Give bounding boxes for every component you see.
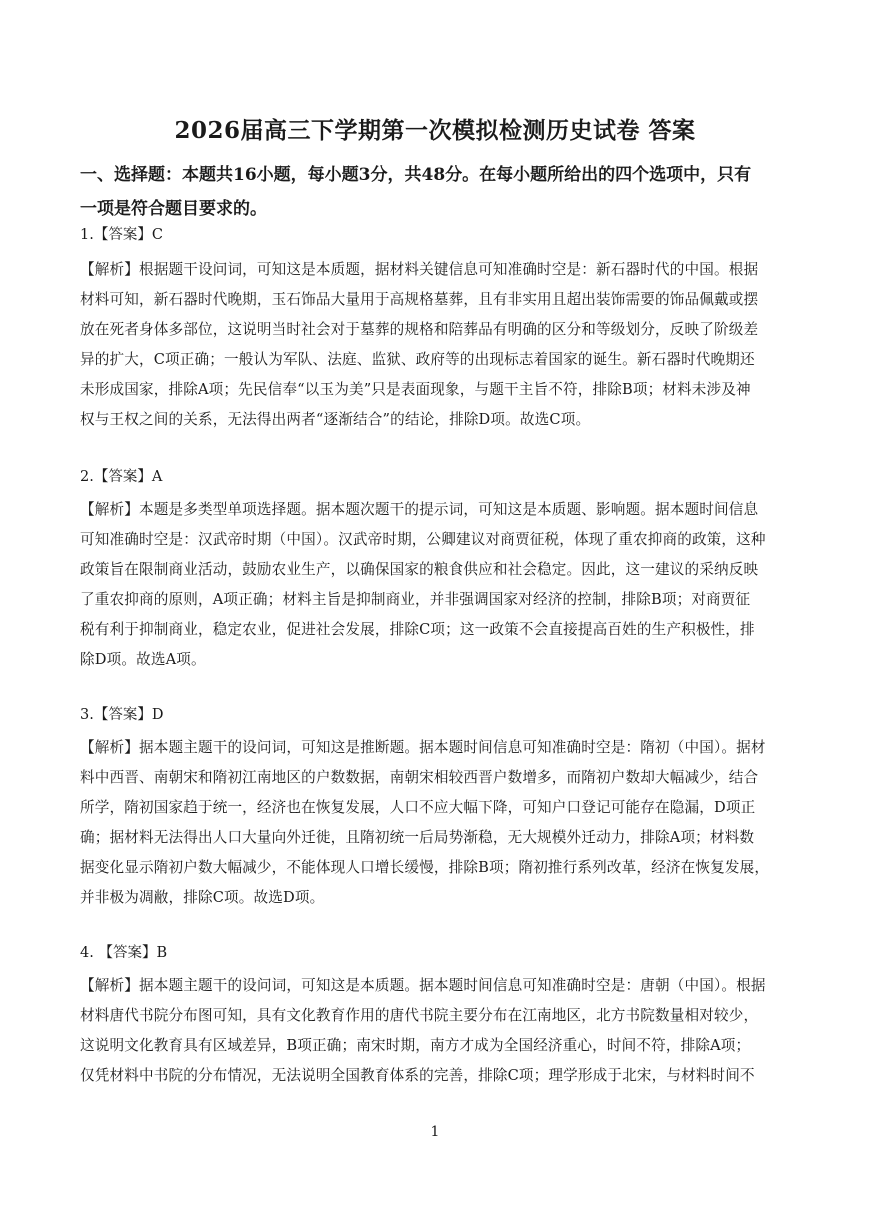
explanation-line: 放在死者身体多部位，这说明当时社会对于墓葬的规格和陪葬品有明确的区分和等级划分，反映了阶级差 <box>80 321 759 338</box>
section-heading-line: 一项是符合题目要求的。 <box>80 199 267 219</box>
section-heading <box>80 158 792 226</box>
explanation-3 <box>80 707 792 913</box>
explanation-line: 所学，隋初国家趋于统一，经济也在恢复发展，人口不应大幅下降，可知户口登记可能存在隐漏，D项正 <box>80 799 756 816</box>
explanation-line: 材料唐代书院分布图可知，具有文化教育作用的唐代书院主要分布在江南地区，北方书院数量相对较少， <box>80 1007 759 1024</box>
explanation-line: 可知准确时空是：汉武帝时期（中国）。汉武帝时期，公卿建议对商贾征税，体现了重农抑商的政策，这种 <box>80 531 766 548</box>
explanation-line: 【解析】据本题主题干的设问词，可知这是本质题。据本题时间信息可知准确时空是：唐朝（中国）。根据 <box>80 977 766 994</box>
explanation-line: 异的扩大，C项正确；一般认为军队、法庭、监狱、政府等的出现标志着国家的诞生。新石器时代晚期还 <box>80 351 755 368</box>
answer-label: 3.【答案】D <box>80 707 164 723</box>
answer-label: 4. 【答案】B <box>80 945 168 961</box>
document-title: 2026届高三下学期第一次模拟检测历史试卷 答案 <box>174 117 696 144</box>
answer-label: 1.【答案】C <box>80 227 163 243</box>
explanation-line: 【解析】据本题主题干的设问词，可知这是推断题。据本题时间信息可知准确时空是：隋初（中国）。据材 <box>80 739 766 756</box>
explanation-2 <box>80 469 792 675</box>
explanation-line: 仅凭材料中书院的分布情况，无法说明全国教育体系的完善，排除C项；理学形成于北宋，与材料时间不 <box>80 1067 755 1084</box>
explanation-line: 税有利于抑制商业，稳定农业，促进社会发展，排除C项；这一政策不会直接提高百姓的生产积极性，排 <box>80 621 755 638</box>
explanation-line: 据变化显示隋初户数大幅减少，不能体现人口增长缓慢，排除B项；隋初推行系列改革，经济在恢复发展， <box>80 859 770 876</box>
explanation-line: 材料可知，新石器时代晚期，玉石饰品大量用于高规格墓葬，且有非实用且超出装饰需要的饰品佩戴或摆 <box>80 291 759 308</box>
explanation-line: 【解析】本题是多类型单项选择题。据本题次题干的提示词，可知这是本质题、影响题。据本题时间信息 <box>80 501 759 518</box>
explanation-line: 并非极为凋敝，排除C项。故选D项。 <box>80 889 325 906</box>
explanation-line: 政策旨在限制商业活动，鼓励农业生产，以确保国家的粮食供应和社会稳定。因此，这一建议的采纳反映 <box>80 561 759 578</box>
explanation-4 <box>80 945 792 1091</box>
explanation-line: 这说明文化教育具有区域差异，B项正确；南宋时期，南方才成为全国经济重心，时间不符，排除A项； <box>80 1037 751 1054</box>
page-number: 1 <box>430 1124 440 1140</box>
explanation-line: 【解析】根据题干设问词，可知这是本质题，据材料关键信息可知准确时空是：新石器时代的中国。根据 <box>80 261 759 278</box>
explanation-line: 料中西晋、南朝宋和隋初江南地区的户数数据，南朝宋相较西晋户数增多，而隋初户数却大幅减少，结合 <box>80 769 759 786</box>
section-heading-line: 一、选择题：本题共16小题，每小题3分，共48分。在每小题所给出的四个选项中，只有 <box>80 165 752 185</box>
explanation-line: 确；据材料无法得出人口大量向外迁徙，且隋初统一后局势渐稳，无大规模外迁动力，排除A项；材料数 <box>80 829 755 846</box>
explanation-line: 权与王权之间的关系，无法得出两者“逐渐结合”的结论，排除D项。故选C项。 <box>80 411 591 428</box>
explanation-1 <box>80 227 792 435</box>
explanation-line: 未形成国家，排除A项；先民信奉“以玉为美”只是表面现象，与题干主旨不符，排除B项；材料未涉及神 <box>80 381 751 398</box>
explanation-line: 了重农抑商的原则，A项正确；材料主旨是抑制商业，并非强调国家对经济的控制，排除B项；对商贾征 <box>80 591 751 608</box>
answer-label: 2.【答案】A <box>80 469 163 485</box>
explanation-line: 除D项。故选A项。 <box>80 651 206 668</box>
